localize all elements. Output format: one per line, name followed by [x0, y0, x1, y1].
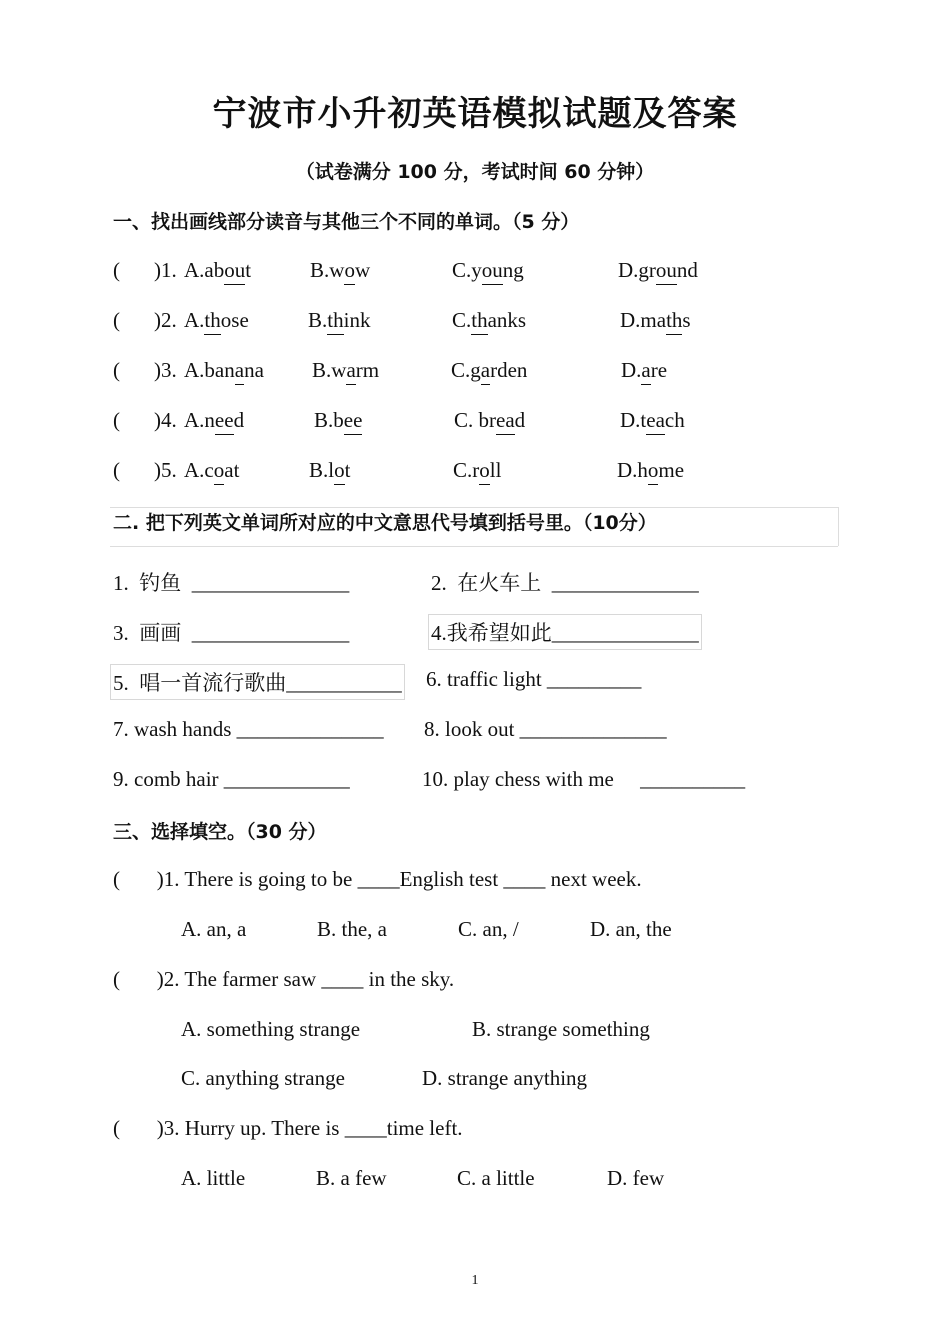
mc-question-stem: ( )2. The farmer saw ____ in the sky. [113, 967, 455, 991]
section2-heading: 二. 把下列英文单词所对应的中文意思代号填到括号里。（10分） [113, 512, 657, 534]
phonics-option: D.are [621, 358, 668, 382]
mc-option: B. the, a [317, 917, 387, 941]
underlined-letters: ou [655, 258, 677, 282]
underlined-letters: o [479, 458, 490, 482]
mc-question-stem: ( )3. Hurry up. There is ____time left. [113, 1116, 463, 1140]
mc-option: A. an, a [181, 917, 247, 941]
underlined-letters: o [344, 258, 355, 282]
phonics-option: C.roll [453, 458, 502, 482]
underlined-letters: o [334, 458, 345, 482]
phonics-option: C.young [452, 258, 524, 282]
underlined-letters: o [647, 458, 659, 482]
section2-frame-bottom [110, 546, 838, 547]
phonics-option: C.garden [451, 358, 528, 382]
vocab-item: 6. traffic light _________ [426, 667, 642, 691]
phonics-option: D.home [617, 458, 685, 482]
question-number: )3. [154, 358, 182, 382]
mc-option: B. strange something [472, 1017, 650, 1041]
vocab-item: 1. 钓鱼 _______________ [113, 571, 350, 595]
underlined-letters: a [346, 358, 356, 382]
mc-question-stem: ( )1. There is going to be ____English test ____ next week. [113, 867, 642, 891]
phonics-option: B.warm [312, 358, 380, 382]
phonics-option: A.banana [184, 358, 264, 382]
vocab-item: 10. play chess with me __________ [422, 767, 746, 791]
mc-option: D. an, the [590, 917, 672, 941]
section3-heading: 三、选择填空。（30 分） [113, 821, 327, 843]
mc-option: D. strange anything [422, 1066, 588, 1090]
vocab-item: 2. 在火车上 ______________ [431, 571, 699, 595]
vocab-item: 9. comb hair ____________ [113, 767, 350, 791]
underlined-letters: o [213, 458, 225, 482]
section2-frame-right [838, 507, 839, 546]
answer-paren: ( [113, 408, 120, 432]
underlined-letters: ou [224, 258, 246, 282]
question-number: )5. [154, 458, 182, 482]
underlined-letters: a [641, 358, 651, 382]
underlined-letters: th [204, 308, 221, 332]
page-number: 1 [471, 1273, 479, 1288]
answer-paren: ( [113, 308, 120, 332]
phonics-option: C.thanks [452, 308, 527, 332]
answer-paren: ( [113, 258, 120, 282]
answer-paren: ( [113, 358, 120, 382]
mc-option: C. a little [457, 1166, 535, 1190]
phonics-option: B.bee [314, 408, 363, 432]
underlined-letters: th [666, 308, 683, 332]
vocab-item: 5. 唱一首流行歌曲___________ [113, 667, 402, 697]
page-title: 宁波市小升初英语模拟试题及答案 [212, 94, 738, 134]
question-number: )1. [154, 258, 182, 282]
underlined-letters: ea [646, 408, 665, 432]
phonics-option: A.need [184, 408, 245, 432]
exam-info: （试卷满分 100 分，考试时间 60 分钟） [295, 161, 655, 183]
underlined-letters: ou [481, 258, 503, 282]
underlined-letters: ee [214, 408, 234, 432]
question-number: )2. [154, 308, 182, 332]
mc-option: C. an, / [458, 917, 519, 941]
phonics-option: D.teach [620, 408, 685, 432]
mc-option: C. anything strange [181, 1066, 345, 1090]
question-number: )4. [154, 408, 182, 432]
underlined-letters: ea [496, 408, 515, 432]
vocab-item: 3. 画画 _______________ [113, 621, 350, 645]
answer-paren: ( [113, 458, 120, 482]
phonics-option: C. bread [454, 408, 526, 432]
underlined-letters: th [471, 308, 488, 332]
vocab-item: 7. wash hands ______________ [113, 717, 384, 741]
phonics-option: A.those [184, 308, 249, 332]
phonics-option: B.think [308, 308, 371, 332]
mc-option: A. little [181, 1166, 246, 1190]
phonics-option: A.coat [184, 458, 240, 482]
mc-option: D. few [607, 1166, 665, 1190]
phonics-option: D.ground [618, 258, 698, 282]
section1-heading: 一、找出画线部分读音与其他三个不同的单词。（5 分） [113, 211, 580, 233]
phonics-option: D.maths [620, 308, 691, 332]
phonics-option: B.lot [309, 458, 351, 482]
vocab-item: 4.我希望如此______________ [431, 617, 699, 647]
mc-option: A. something strange [181, 1017, 361, 1041]
underlined-letters: th [327, 308, 344, 332]
underlined-letters: a [480, 358, 491, 382]
underlined-letters: ee [343, 408, 363, 432]
mc-option: B. a few [316, 1166, 387, 1190]
phonics-option: A.about [184, 258, 252, 282]
vocab-item: 8. look out ______________ [424, 717, 667, 741]
underlined-letters: a [234, 358, 245, 382]
phonics-option: B.wow [310, 258, 371, 282]
